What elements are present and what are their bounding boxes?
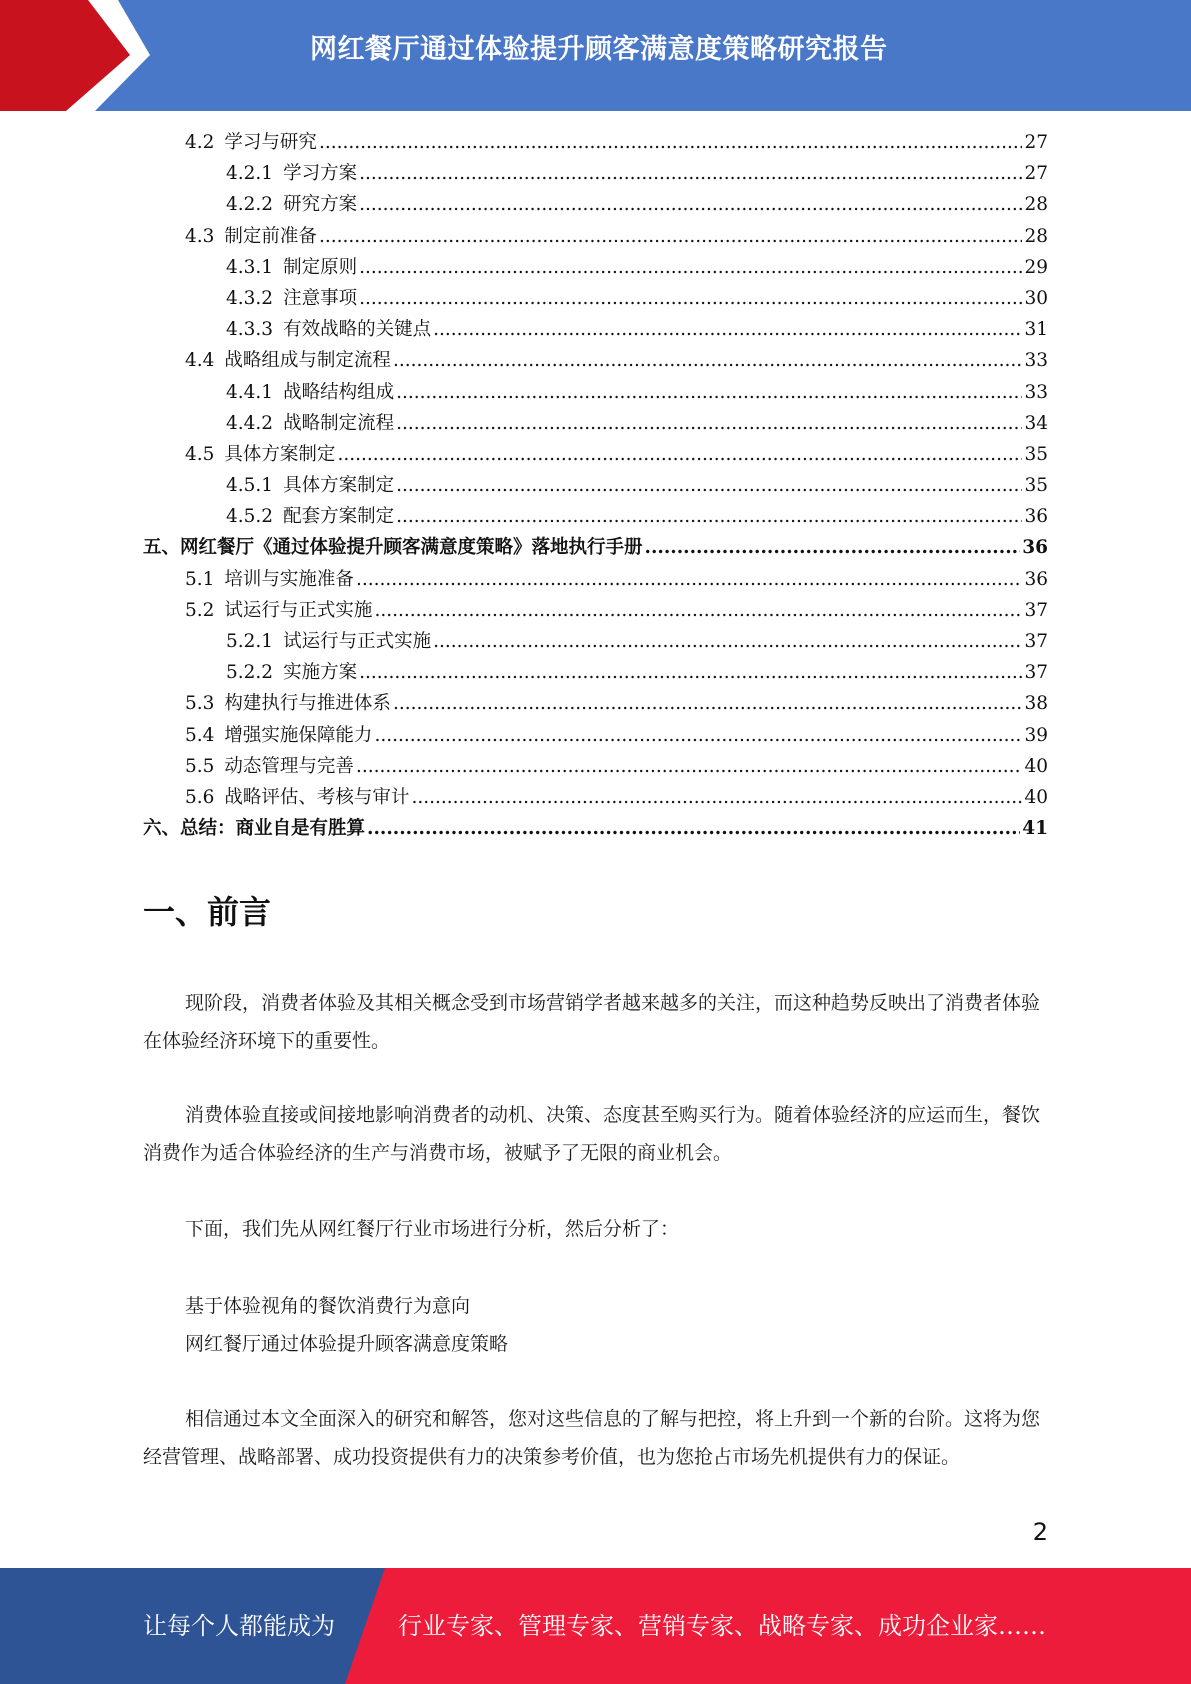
toc-entry-page: 39 [1024,724,1048,746]
toc-entry-title: 战略制定流程 [283,412,395,434]
toc-entry[interactable] [143,814,1048,845]
toc-entry-number: 4.4.2 [226,412,274,434]
page-header [0,0,1191,111]
toc-dot-leader [356,756,1023,777]
toc-entry-title: 注意事项 [283,287,358,309]
toc-entry[interactable] [143,565,1048,596]
toc-entry[interactable] [143,596,1048,627]
toc-entry-page: 37 [1024,631,1048,652]
toc-entry-title: 配套方案制定 [283,506,395,528]
toc-entry-number: 5.5 [185,755,215,777]
section-heading: 一、前言 [143,893,272,931]
toc-entry-title: 试运行与正式实施 [283,631,432,652]
toc-entry[interactable] [143,346,1048,377]
toc-entry-page: 30 [1024,287,1048,309]
toc-dot-leader [337,444,1022,465]
toc-dot-leader [359,257,1022,278]
toc-entry-number: 5.3 [185,693,215,715]
footer-slogan-left: 让每个人都能成为 [143,1612,335,1640]
toc-entry[interactable] [143,721,1048,752]
toc-dot-leader [433,631,1022,652]
toc-entry-number: 4.3.3 [226,319,274,341]
toc-dot-leader [645,537,1021,558]
toc-entry-page: 29 [1024,256,1048,278]
toc-entry-page: 36 [1022,537,1048,559]
toc-dot-leader [319,226,1023,247]
toc-entry-number: 4.2.2 [226,194,274,216]
list-item: 网红餐厅通过体验提升顾客满意度策略 [185,1333,509,1355]
toc-entry-number: 4.3 [185,225,215,247]
toc-entry[interactable] [143,471,1048,502]
header-title: 网红餐厅通过体验提升顾客满意度策略研究报告 [310,34,888,65]
toc-entry-number: 4.4.1 [226,381,274,403]
toc-entry-page: 36 [1024,568,1048,590]
toc-entry-title: 战略评估、考核与审计 [224,786,410,808]
toc-entry[interactable] [143,190,1048,221]
toc-entry-title: 制定原则 [283,256,358,278]
toc-entry-page: 37 [1024,599,1048,621]
toc-entry-page: 41 [1022,818,1048,840]
toc-dot-leader [396,413,1022,434]
list-item: 基于体验视角的餐饮消费行为意向 [185,1295,471,1317]
toc-dot-leader [359,288,1022,309]
toc-entry-number: 5.4 [185,724,215,746]
toc-entry-title: 六、总结：商业自是有胜算 [143,818,366,840]
intro-paragraph-4: 相信通过本文全面深入的研究和解答，您对这些信息的了解与把控，将上升到一个新的台阶。这将为您经营管理、战略部署、成功投资提供有力的决策参考价值，也为您抢占市场先机提供有力的保证。 [143,1408,1041,1468]
toc-entry-page: 38 [1024,693,1048,715]
table-of-contents [143,128,1048,845]
toc-entry[interactable] [143,689,1048,720]
toc-entry[interactable] [143,783,1048,814]
toc-entry-page: 28 [1024,194,1048,216]
toc-entry-page: 35 [1024,475,1048,497]
toc-dot-leader [396,475,1022,496]
toc-dot-leader [374,725,1022,746]
toc-dot-leader [374,600,1022,621]
toc-entry-page: 34 [1024,412,1048,434]
toc-dot-leader [393,693,1023,714]
toc-dot-leader [367,818,1020,839]
toc-entry-page: 31 [1024,319,1048,341]
toc-entry-number: 5.6 [185,786,215,808]
toc-entry-title: 学习方案 [283,163,358,185]
toc-dot-leader [356,569,1023,590]
toc-entry[interactable] [143,440,1048,471]
toc-entry-number: 4.2 [185,132,215,153]
toc-entry-page: 37 [1024,662,1048,684]
toc-dot-leader [359,194,1022,215]
toc-entry-page: 27 [1024,132,1048,153]
toc-entry-page: 40 [1024,786,1048,808]
toc-dot-leader [359,662,1022,683]
intro-paragraph-1: 现阶段，消费者体验及其相关概念受到市场营销学者越来越多的关注，而这种趋势反映出了消费者体验在体验经济环境下的重要性。 [143,992,1041,1052]
toc-dot-leader [396,506,1022,527]
toc-entry[interactable] [143,502,1048,533]
toc-dot-leader [359,163,1022,184]
toc-entry-title: 实施方案 [283,662,358,684]
toc-entry[interactable] [143,752,1048,783]
toc-entry[interactable] [143,159,1048,190]
toc-entry-page: 35 [1024,443,1048,465]
toc-entry[interactable] [143,222,1048,253]
toc-entry-title: 培训与实施准备 [224,568,354,590]
toc-dot-leader [411,787,1022,808]
toc-entry-page: 36 [1024,506,1048,528]
toc-entry-title: 战略结构组成 [283,381,395,403]
toc-entry-title: 动态管理与完善 [224,755,354,777]
toc-entry[interactable] [143,627,1048,658]
toc-entry-number: 5.2.1 [226,631,274,652]
toc-entry[interactable] [143,284,1048,315]
toc-entry-page: 33 [1024,350,1048,372]
toc-entry-number: 5.2 [185,599,215,621]
toc-entry-number: 5.1 [185,568,215,590]
toc-entry-title: 研究方案 [283,194,358,216]
toc-entry[interactable] [143,658,1048,689]
toc-entry-number: 4.3.2 [226,287,274,309]
toc-entry-page: 28 [1024,225,1048,247]
toc-entry-title: 制定前准备 [224,225,317,247]
toc-entry-number: 4.3.1 [226,256,274,278]
toc-entry-title: 构建执行与推进体系 [224,693,391,715]
toc-entry-title: 学习与研究 [224,132,317,153]
toc-entry-number: 4.5 [185,443,215,465]
toc-dot-leader [433,319,1022,340]
toc-entry[interactable] [143,409,1048,440]
toc-entry-title: 增强实施保障能力 [224,724,373,746]
toc-entry-number: 4.2.1 [226,163,274,185]
toc-entry-number: 5.2.2 [226,662,274,684]
page-footer [0,1568,1191,1684]
toc-entry-number: 4.5.1 [226,475,274,497]
toc-entry[interactable] [143,378,1048,409]
toc-entry-title: 具体方案制定 [224,443,336,465]
footer-slogan-right: 行业专家、管理专家、营销专家、战略专家、成功企业家…… [398,1612,1046,1640]
toc-dot-leader [396,382,1022,403]
toc-entry-number: 4.5.2 [226,506,274,528]
toc-entry-title: 战略组成与制定流程 [224,350,391,372]
toc-dot-leader [393,350,1023,371]
toc-entry-number: 4.4 [185,350,215,372]
toc-entry[interactable] [143,253,1048,284]
toc-entry-page: 33 [1024,381,1048,403]
toc-entry-title: 具体方案制定 [283,475,395,497]
toc-dot-leader [319,132,1023,153]
page-number: 2 [1032,1518,1048,1546]
toc-entry-title: 试运行与正式实施 [224,599,373,621]
toc-entry[interactable] [143,533,1048,564]
toc-entry[interactable] [143,315,1048,346]
toc-entry[interactable] [143,128,1048,159]
intro-paragraph-3: 下面，我们先从网红餐厅行业市场进行分析，然后分析了： [185,1218,680,1240]
intro-paragraph-2: 消费体验直接或间接地影响消费者的动机、决策、态度甚至购买行为。随着体验经济的应运而生，餐饮消费作为适合体验经济的生产与消费市场，被赋予了无限的商业机会。 [143,1104,1041,1164]
toc-entry-page: 27 [1024,163,1048,185]
toc-entry-title: 五、网红餐厅《通过体验提升顾客满意度策略》落地执行手册 [143,537,643,559]
toc-entry-title: 有效战略的关键点 [283,319,432,341]
toc-entry-page: 40 [1024,755,1048,777]
